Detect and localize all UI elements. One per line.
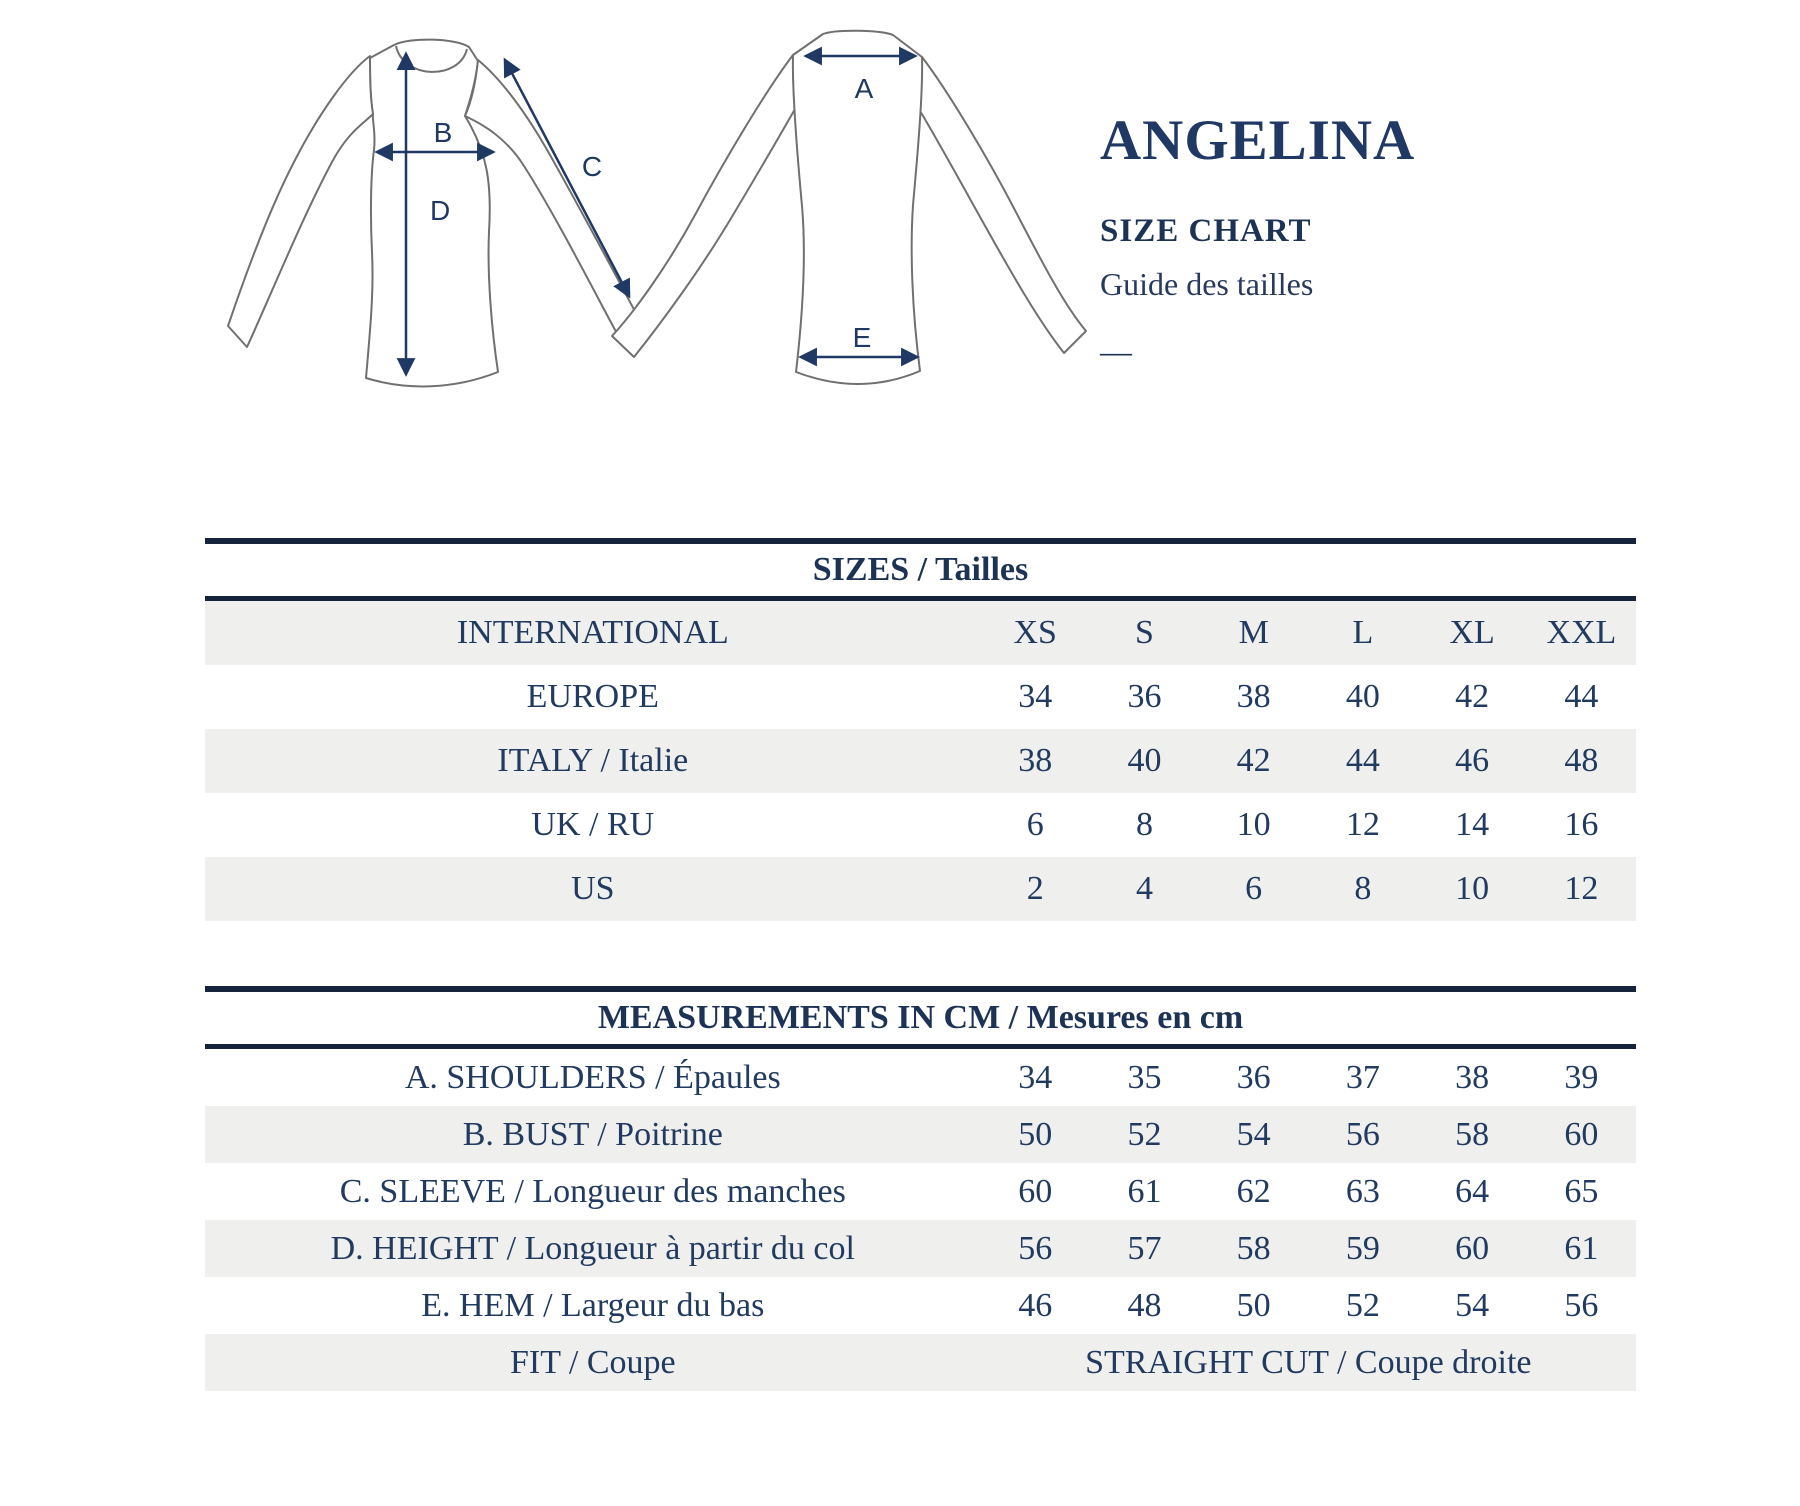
title-divider: — (1100, 333, 1132, 369)
row-label: UK / RU (531, 806, 655, 843)
measure-value: 60 (1564, 1115, 1599, 1153)
row-label: EUROPE (526, 678, 659, 715)
measurements-row-shoulders (205, 1049, 1636, 1106)
measure-value: 35 (1127, 1058, 1162, 1096)
measure-value: 38 (1455, 1058, 1490, 1096)
measure-label-b: B (433, 117, 453, 148)
row-label: A. SHOULDERS / Épaules (404, 1058, 781, 1096)
measure-value: 61 (1564, 1229, 1599, 1267)
garment-front-view (228, 40, 638, 387)
row-label: ITALY / Italie (497, 742, 689, 779)
size-value: 8 (1354, 870, 1372, 907)
size-value: 40 (1345, 678, 1380, 715)
size-value: 44 (1564, 678, 1599, 715)
size-value: 2 (1026, 870, 1044, 907)
sizes-row-international (205, 601, 1636, 665)
row-label: B. BUST / Poitrine (462, 1115, 723, 1153)
measurements-row-fit (205, 1334, 1636, 1391)
sizes-row-uk (205, 793, 1636, 857)
size-value: 10 (1455, 870, 1490, 907)
size-value: XL (1449, 614, 1495, 651)
measure-value: 48 (1127, 1286, 1162, 1324)
measurements-table (205, 986, 1636, 1391)
size-value: XS (1013, 614, 1057, 651)
row-label: FIT / Coupe (509, 1343, 676, 1381)
size-value: 12 (1564, 870, 1599, 907)
sizes-row-us (205, 857, 1636, 921)
size-value: S (1134, 614, 1154, 651)
row-label: E. HEM / Largeur du bas (421, 1286, 765, 1324)
measure-value: 57 (1127, 1229, 1162, 1267)
size-value: 36 (1127, 678, 1162, 715)
size-value: 4 (1135, 870, 1153, 907)
measure-value: 37 (1345, 1058, 1380, 1096)
size-chart-subtitle: SIZE CHART (1100, 213, 1312, 249)
measure-value: 61 (1127, 1172, 1162, 1210)
row-label: US (571, 870, 615, 907)
measure-label-c: C (581, 151, 603, 182)
size-value: 14 (1455, 806, 1490, 843)
measurements-table-heading: MEASUREMENTS IN CM / Mesures en cm (205, 986, 1636, 1049)
measure-value: 58 (1455, 1115, 1490, 1153)
measure-value: 60 (1018, 1172, 1053, 1210)
sizes-row-italy (205, 729, 1636, 793)
size-value: 34 (1018, 678, 1053, 715)
row-label: C. SLEEVE / Longueur des manches (339, 1172, 846, 1210)
size-chart-subtitle-fr: Guide des tailles (1100, 266, 1314, 302)
garment-back-view (612, 31, 1086, 384)
measure-value: 54 (1236, 1115, 1271, 1153)
measure-label-e: E (852, 322, 872, 353)
measure-value: 58 (1236, 1229, 1271, 1267)
size-value: 42 (1236, 742, 1271, 779)
measure-value: 59 (1345, 1229, 1380, 1267)
size-value: XXL (1546, 614, 1617, 651)
measure-value: 52 (1345, 1286, 1380, 1324)
measure-value: 50 (1018, 1115, 1053, 1153)
measurements-row-bust (205, 1106, 1636, 1163)
size-value: M (1238, 614, 1269, 651)
measure-value: 36 (1236, 1058, 1271, 1096)
size-value: 16 (1564, 806, 1599, 843)
measure-value: 62 (1236, 1172, 1271, 1210)
measure-value: 56 (1564, 1286, 1599, 1324)
size-value: 46 (1455, 742, 1490, 779)
measure-value: 64 (1455, 1172, 1490, 1210)
sizes-table-heading: SIZES / Tailles (205, 538, 1636, 601)
fit-value: STRAIGHT CUT / Coupe droite (1085, 1343, 1532, 1381)
measure-value: 60 (1455, 1229, 1490, 1267)
measure-value: 50 (1236, 1286, 1271, 1324)
size-value: 48 (1564, 742, 1599, 779)
measure-value: 56 (1018, 1229, 1053, 1267)
measure-value: 34 (1018, 1058, 1053, 1096)
title-block (1100, 108, 1660, 370)
size-value: 8 (1135, 806, 1153, 843)
sizes-table (205, 538, 1636, 921)
size-value: 12 (1345, 806, 1380, 843)
size-value: 10 (1236, 806, 1271, 843)
size-value: L (1352, 614, 1374, 651)
measurements-row-hem (205, 1277, 1636, 1334)
row-label: INTERNATIONAL (456, 614, 729, 651)
measure-value: 54 (1455, 1286, 1490, 1324)
measure-value: 39 (1564, 1058, 1599, 1096)
size-value: 6 (1245, 870, 1263, 907)
sizes-row-europe (205, 665, 1636, 729)
measure-value: 56 (1345, 1115, 1380, 1153)
measure-value: 52 (1127, 1115, 1162, 1153)
measurements-row-sleeve (205, 1163, 1636, 1220)
garment-measurement-diagram (190, 6, 1110, 401)
row-label: D. HEIGHT / Longueur à partir du col (330, 1229, 855, 1267)
measurements-row-height (205, 1220, 1636, 1277)
measure-value: 63 (1345, 1172, 1380, 1210)
size-value: 38 (1236, 678, 1271, 715)
size-value: 38 (1018, 742, 1053, 779)
measure-label-a: A (854, 73, 874, 104)
size-value: 44 (1345, 742, 1380, 779)
size-value: 40 (1127, 742, 1162, 779)
measure-value: 46 (1018, 1286, 1053, 1324)
measure-value: 65 (1564, 1172, 1599, 1210)
size-value: 42 (1455, 678, 1490, 715)
size-value: 6 (1026, 806, 1044, 843)
measure-label-d: D (430, 195, 451, 226)
page-title: ANGELINA (1100, 109, 1416, 172)
